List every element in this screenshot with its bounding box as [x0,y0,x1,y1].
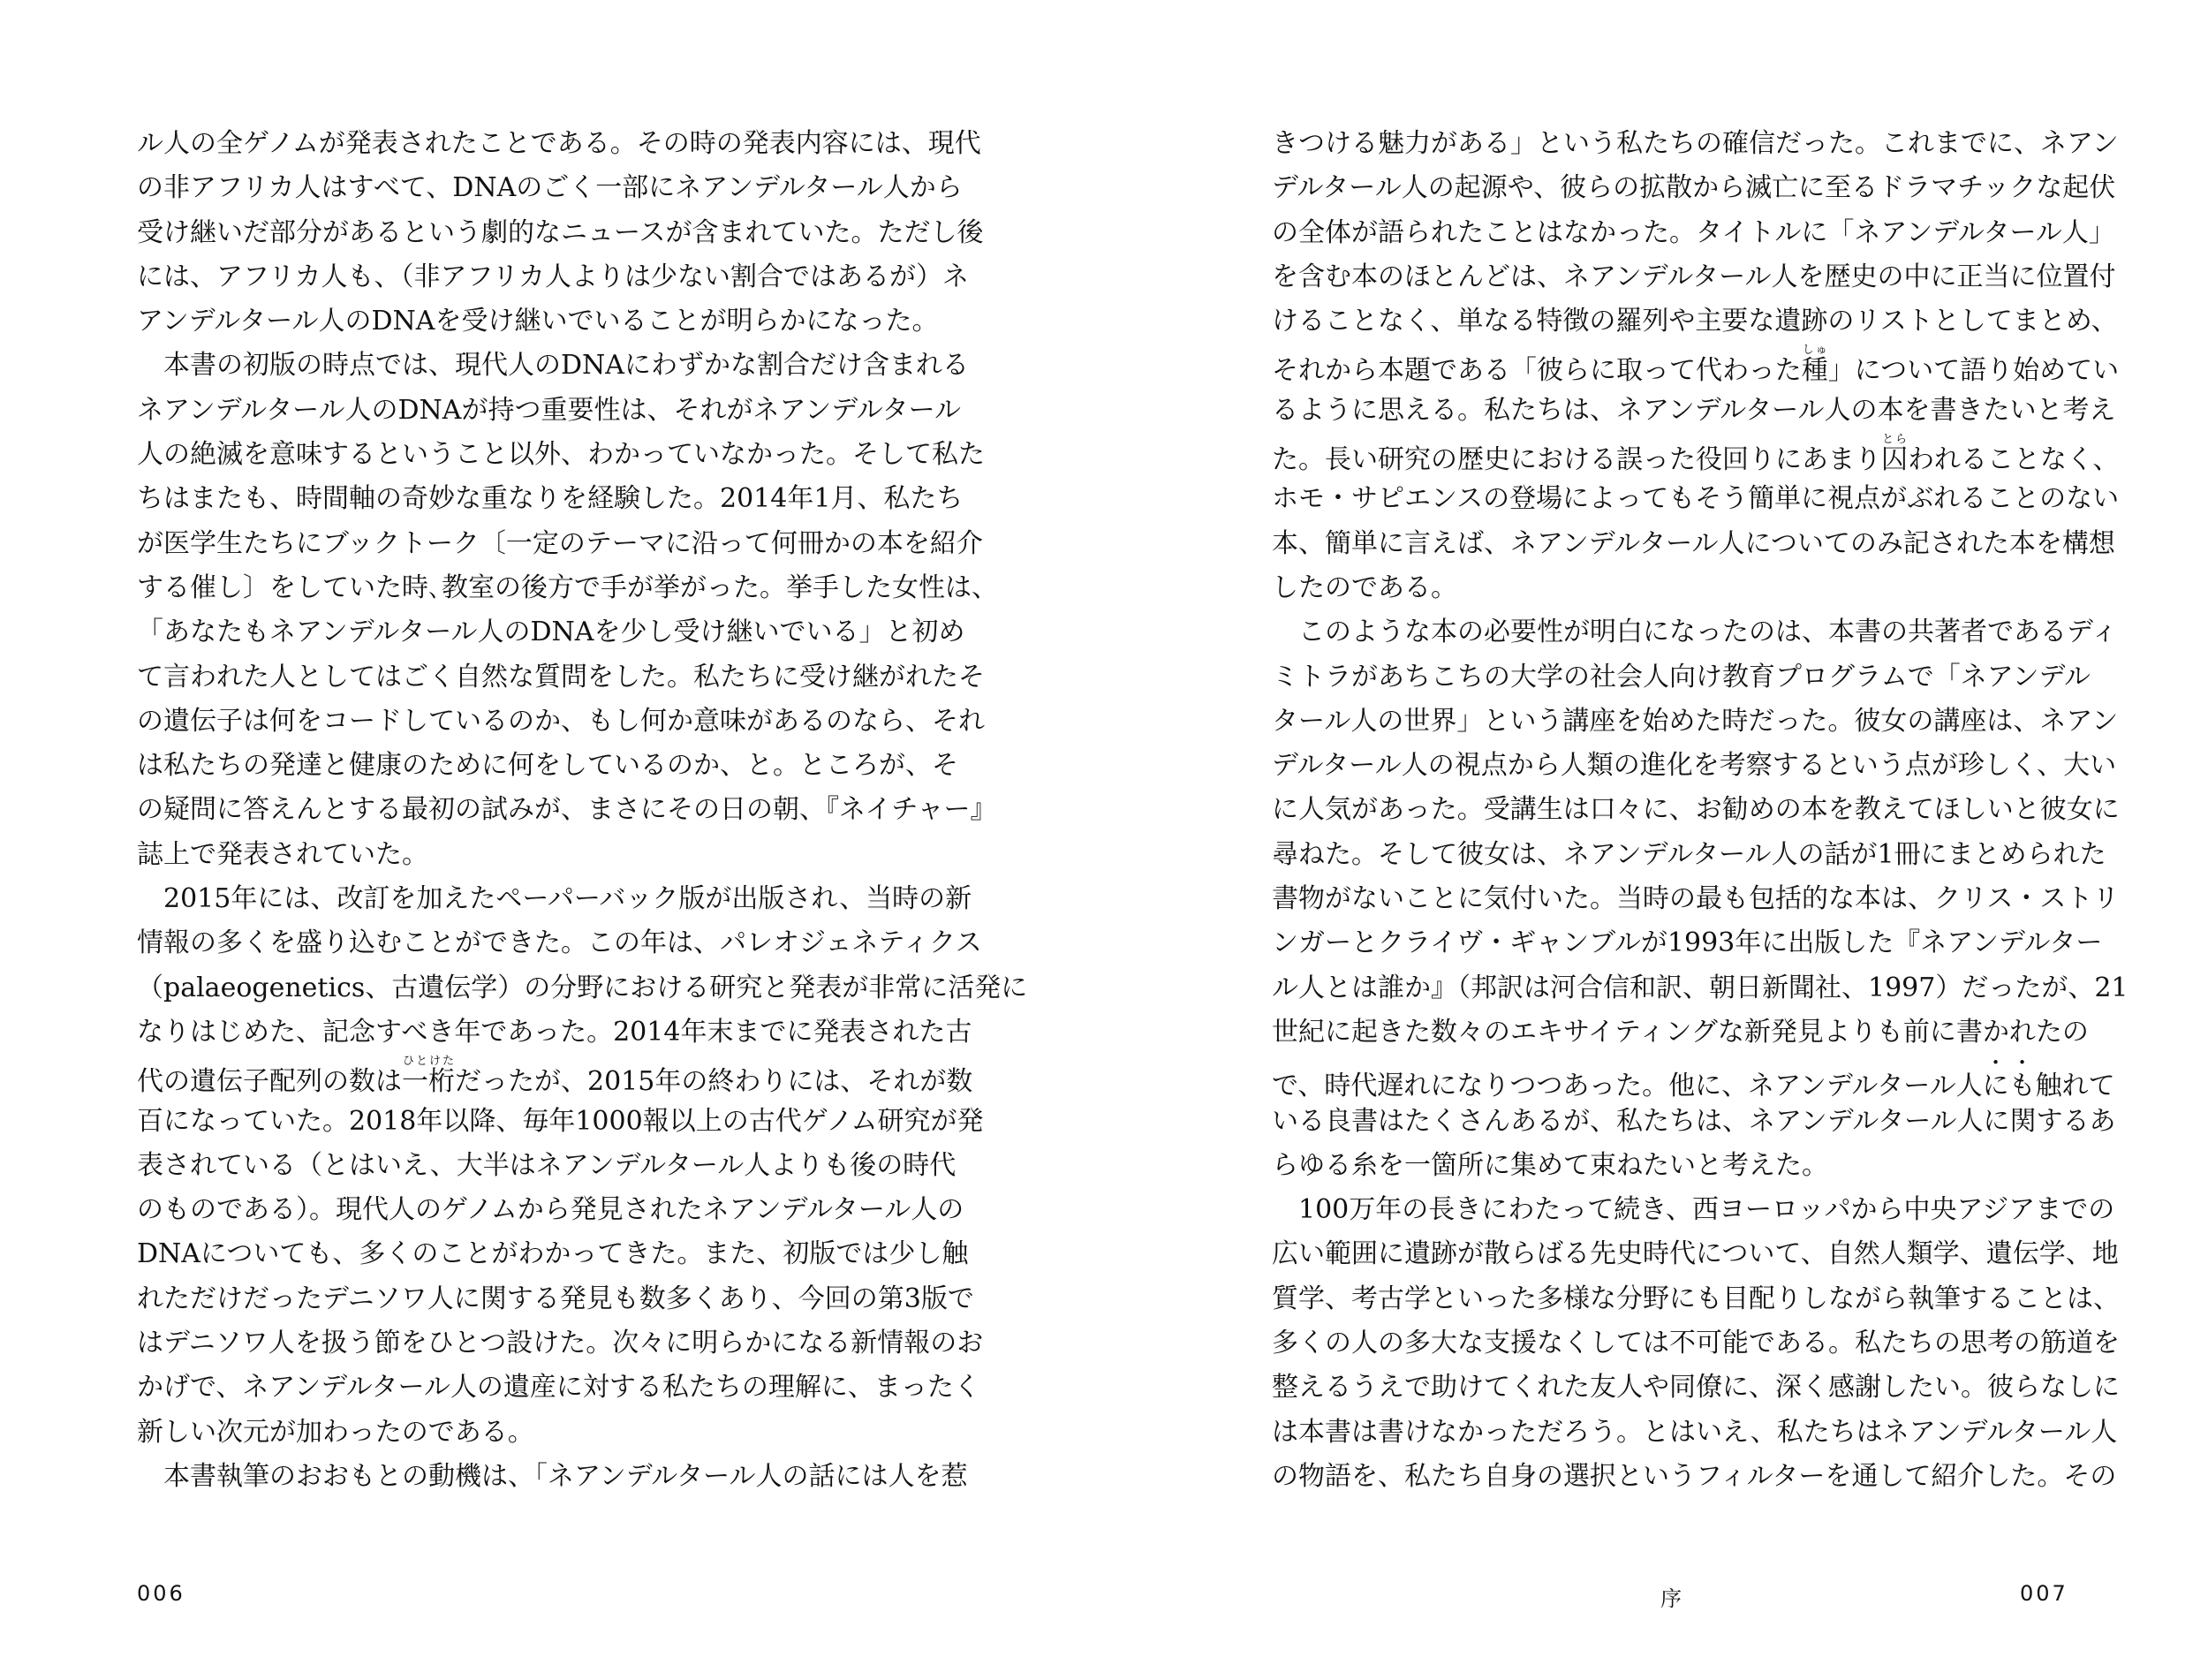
text-line: ちはまたも、時間軸の奇妙な重なりを経験した。2014年1月、私たち [137,483,964,515]
text-line: 人の絶滅を意味するということ以外、わかっていなかった。そして私た [137,439,985,471]
text-line [1272,344,2120,388]
text-fragment: た。長い研究の歴史における誤った役回りにあまり [1272,444,1881,476]
text-line: の非アフリカ人はすべて、DNAのごく一部にネアンデルタール人から [137,172,963,204]
text-line: ミトラがあちこちの大学の社会人向け教育プログラムで「ネアンデル [1272,661,2091,692]
text-line: 本書執筆のおおもとの動機は、「ネアンデルタール人の話には人を惹 [163,1460,968,1492]
text-fragment: 」について語り始めてい [1827,355,2120,387]
text-line [137,1055,973,1099]
text-line: 尋ねた。そして彼女は、ネアンデルタール人の話が1冊にまとめられた [1272,838,2106,870]
text-line: 本、簡単に言えば、ネアンデルタール人についてのみ記された本を構想 [1272,527,2115,559]
text-line: 広い範囲に遺跡が散らばる先史時代について、自然人類学、遺伝学、地 [1272,1238,2119,1270]
text-line: デルタール人の起源や、彼らの拡散から滅亡に至るドラマチックな起伏 [1272,172,2116,204]
text-line: の全体が語られたことはなかった。タイトルに「ネアンデルタール人」 [1272,216,2115,248]
text-line: 表されている（とはいえ、大半はネアンデルタール人よりも後の時代 [137,1149,957,1181]
text-line: に人気があった。受講生は口々に、お勧めの本を教えてほしいと彼女に [1272,794,2120,826]
text-line [1272,433,2120,477]
text-line: 百になっていた。2018年以降、毎年1000報以上の古代ゲノム研究が発 [137,1105,984,1137]
text-line: 誌上で発表されていた。 [137,838,428,870]
page-number-left: 006 [137,1581,185,1606]
text-line: する催し〕をしていた時､教室の後方で手が挙がった。挙手した女性は、 [137,571,998,603]
text-fragment: で、時代遅れになりつつあった。他に、ネアンデルタール人 [1272,1071,1983,1102]
text-line: の物語を、私たち自身の選択というフィルターを通して紹介した。その [1272,1460,2117,1492]
text-line: ンガーとクライヴ・ギャンブルが1993年に出版した『ネアンデルター [1272,927,2103,959]
text-line: は私たちの発達と健康のために何をしているのか、と。ところが、そ [137,750,958,782]
running-head: 序 [1660,1586,1682,1611]
text-line: のものである）。現代人のゲノムから発見されたネアンデルタール人の [137,1194,964,1226]
text-line: 新しい次元が加わったのである。 [137,1416,534,1448]
right-page-text [1272,122,2129,1499]
text-line: なりはじめた、記念すべき年であった。2014年末までに発表された古 [137,1016,972,1048]
text-line: ル人の全ゲノムが発表されたことである。その時の発表内容には、現代 [137,128,981,159]
text-line: の疑問に答えんとする最初の試みが、まさにその日の朝、『ネイチャー』 [137,794,997,826]
text-fragment: それから本題である「彼らに取って代わった [1272,355,1802,387]
emphasis-dots: にも [1982,1071,2036,1102]
ruby-tora: 囚とら [1881,433,1908,476]
text-line: けることなく、単なる特徴の羅列や主要な遺跡のリストとしてまとめ、 [1272,306,2118,337]
text-line: らゆる糸を一箇所に集めて束ねたいと考えた。 [1272,1149,1828,1181]
ruby-hitoketa: 一桁ひとけた [402,1055,455,1098]
text-line: ル人とは誰か』（邦訳は河合信和訳、朝日新聞社、1997）だったが、21 [1272,972,2129,1003]
text-line: 質学、考古学といった多様な分野にも目配りしながら執筆することは、 [1272,1283,2120,1314]
text-fragment: 代の遺伝子配列の数は [137,1066,402,1098]
text-line: 「あなたもネアンデルタール人のDNAを少し受け継いでいる」と初め [137,617,965,648]
text-line: DNAについても、多くのことがわかってきた。また、初版では少し触 [137,1238,969,1270]
text-line: したのである。 [1272,571,1457,603]
text-line [1272,1055,2115,1102]
text-line: れただけだったデニソワ人に関する発見も数多くあり、今回の第3版で [137,1283,974,1314]
text-line: が医学生たちにブックトーク〔一定のテーマに沿って何冊かの本を紹介 [137,527,983,559]
text-fragment: だったが、2015年の終わりには、それが数 [455,1066,973,1098]
text-line: 2015年には、改訂を加えたペーパーバック版が出版され、当時の新 [163,883,972,915]
text-line: 書物がないことに気付いた。当時の最も包括的な本は、クリス・ストリ [1272,883,2120,915]
text-line: 本書の初版の時点では、現代人のDNAにわずかな割合だけ含まれる [163,350,969,382]
text-line: タール人の世界」という講座を始めた時だった。彼女の講座は、ネアン [1272,705,2119,737]
text-line: アンデルタール人のDNAを受け継いでいることが明らかになった。 [137,306,939,337]
text-line: はデニソワ人を扱う節をひとつ設けた。次々に明らかになる新情報のお [137,1328,984,1359]
text-line: て言われた人としてはごく自然な質問をした。私たちに受け継がれたそ [137,661,985,692]
text-line: の遺伝子は何をコードしているのか、もし何か意味があるのなら、それ [137,705,985,737]
text-line: きつける魅力がある」という私たちの確信だった。これまでに、ネアン [1272,128,2119,159]
text-line: るように思える。私たちは、ネアンデルタール人の本を書きたいと考え [1272,394,2116,426]
text-line: ネアンデルタール人のDNAが持つ重要性は、それがネアンデルタール [137,394,961,426]
text-line: （palaeogenetics、古遺伝学）の分野における研究と発表が非常に活発に [137,972,1028,1003]
text-line: ホモ・サピエンスの登場によってもそう簡単に視点がぶれることのない [1272,483,2120,515]
page-number-right: 007 [2020,1581,2068,1606]
text-line: かげで、ネアンデルタール人の遺産に対する私たちの理解に、まったく [137,1372,980,1404]
text-line: 100万年の長きにわたって続き、西ヨーロッパから中央アジアまでの [1298,1194,2115,1226]
text-line: 世紀に起きた数々のエキサイティングな新発見よりも前に書かれたの [1272,1016,2089,1048]
text-line: デルタール人の視点から人類の進化を考察するという点が珍しく、大い [1272,750,2117,782]
text-line: 多くの人の多大な支援なくしては不可能である。私たちの思考の筋道を [1272,1328,2120,1359]
text-line: 受け継いだ部分があるという劇的なニュースが含まれていた。ただし後 [137,216,984,248]
text-line: を含む本のほとんどは、ネアンデルタール人を歴史の中に正当に位置付 [1272,261,2116,292]
text-line: には、アフリカ人も、（非アフリカ人よりは少ない割合ではあるが）ネ [137,261,969,292]
text-line: 整えるうえで助けてくれた友人や同僚に、深く感謝したい。彼らなしに [1272,1372,2120,1404]
ruby-shu: 種しゅ [1801,344,1828,387]
right-page [1104,0,2208,1680]
text-line: このような本の必要性が明白になったのは、本書の共著者であるディ [1298,617,2118,648]
text-fragment: われることなく、 [1908,444,2120,476]
text-line: いる良書はたくさんあるが、私たちは、ネアンデルタール人に関するあ [1272,1105,2116,1137]
left-page-text [137,122,1028,1499]
text-line: 情報の多くを盛り込むことができた。この年は、パレオジェネティクス [137,927,982,959]
text-fragment: 触れて [2035,1071,2115,1102]
text-line: は本書は書けなかっただろう。とはいえ、私たちはネアンデルタール人 [1272,1416,2118,1448]
